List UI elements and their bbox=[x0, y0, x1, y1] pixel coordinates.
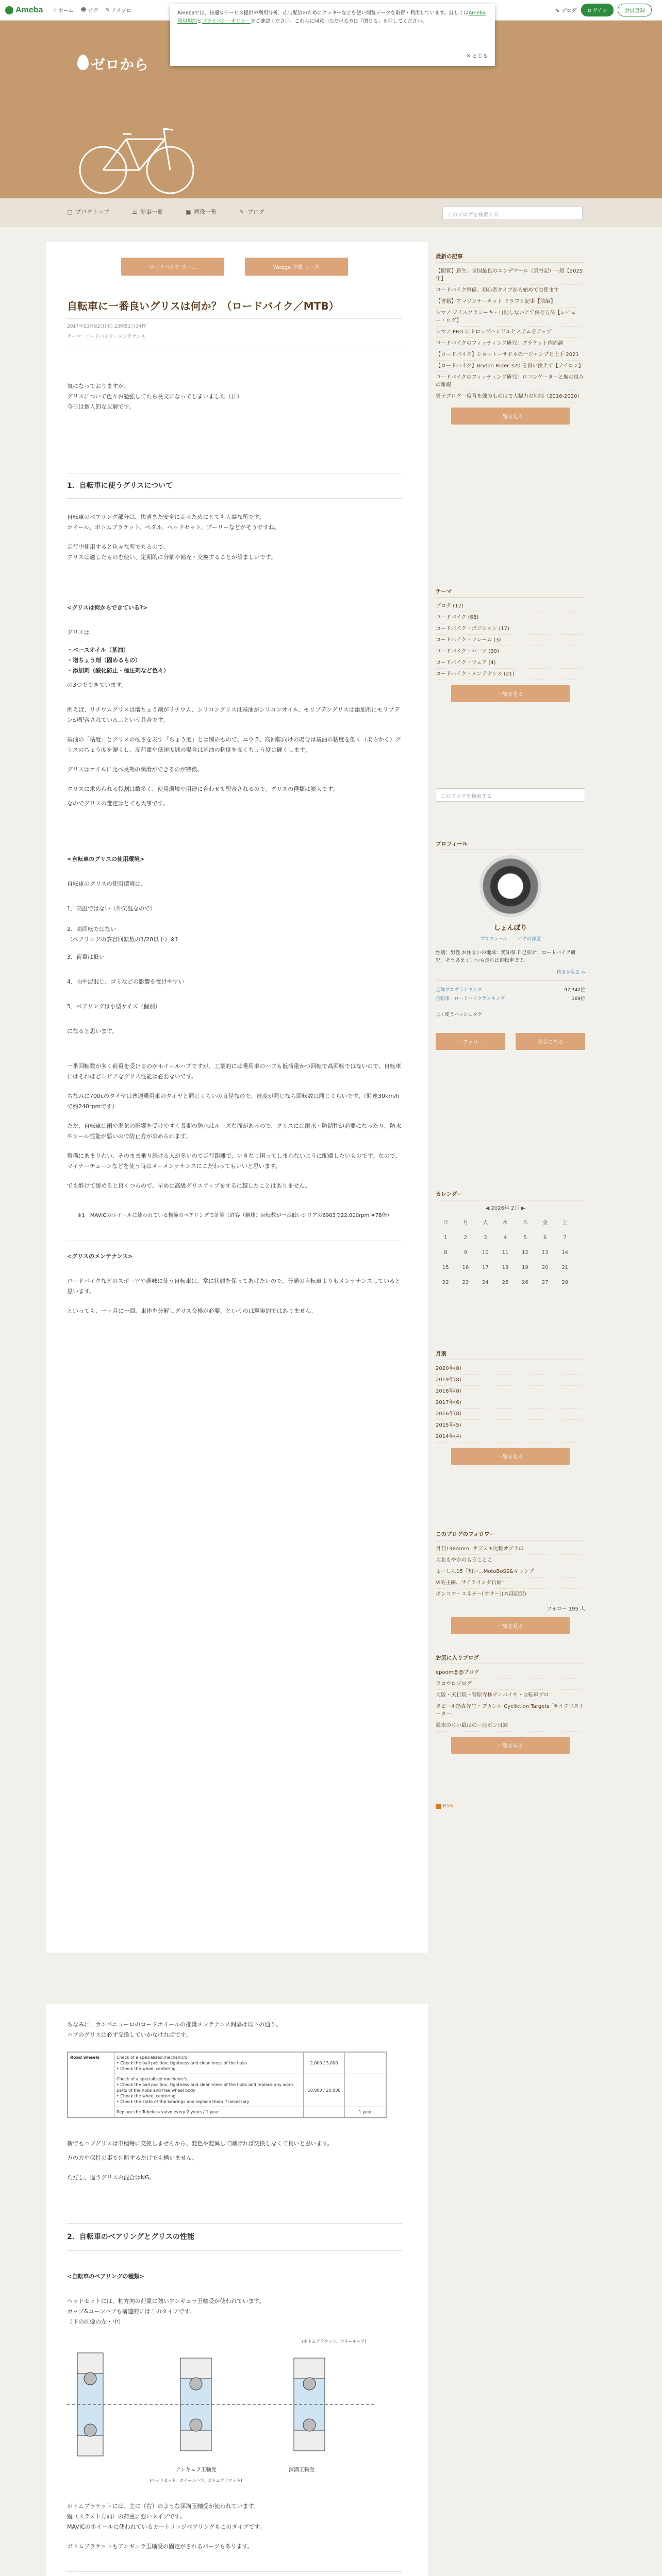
calendar-day: 25 bbox=[502, 1280, 509, 1285]
ameba-logo-mark-icon bbox=[5, 6, 13, 14]
gnav-image-list-label: 画像一覧 bbox=[194, 209, 217, 215]
r1a: • Check the ball position, tightness and cleanliness of the hubs bbox=[117, 2061, 247, 2065]
calendar-day: 16 bbox=[462, 1265, 469, 1270]
r3-value: 1 year bbox=[345, 2107, 386, 2117]
s1-p6: 基油の「粘度」とグリスの硬さを表す「ちょう度」とは別のもので、ユウラ、高回転向けの場合は基油の粘度を低く（柔らかく）グリスのちょう度を硬くし、高荷重や低速度域の場合は基油の粘度を高くちょう度は硬くします。 bbox=[67, 736, 401, 753]
env-4: 4．雨や泥混じ、ゴミなどの影響を受けやすい bbox=[67, 978, 184, 985]
pigg-room-link[interactable]: ピグの部屋 bbox=[518, 937, 541, 942]
ameba-logo-text: Ameba bbox=[15, 5, 43, 14]
theme-list bbox=[436, 601, 585, 680]
s1-p14: でも酔けて緩めると良くつらので、早めに高級グリスアップをするに越したことはありません。 bbox=[67, 1182, 311, 1189]
cookie-text-mid: と bbox=[197, 19, 202, 24]
s1-p17a: ちなみに、カンパニョーロのロードホイールの推奨メンテナンス間隔は以下の通り。 bbox=[67, 2021, 282, 2028]
terms-link[interactable]: Ameba利用規約 bbox=[177, 10, 486, 24]
gnav-article-list-label: 記事一覧 bbox=[140, 209, 163, 215]
nav-pigg-label: ピグ bbox=[88, 8, 98, 14]
blog-link[interactable]: ✎ ブログ bbox=[555, 8, 577, 14]
theme-more-button[interactable]: 一覧を見る bbox=[451, 685, 570, 702]
calendar-day: 22 bbox=[442, 1280, 449, 1285]
grease-list-3: ・添加剤（酸化防止・極圧剤など色々） bbox=[67, 667, 169, 674]
followers-list bbox=[436, 1544, 585, 1600]
left-label: アンギュラ玉軸受 bbox=[175, 2467, 217, 2473]
grease-list-1: ・ベースオイル（基油） bbox=[67, 647, 129, 653]
calendar-next-icon[interactable]: ▶ bbox=[519, 1206, 525, 1211]
calendar-day: 2 bbox=[464, 1235, 468, 1241]
calendar-day: 26 bbox=[522, 1280, 528, 1285]
recent-more-button[interactable]: 一覧を見る bbox=[451, 408, 570, 425]
nav-home-label: ホーム bbox=[58, 8, 74, 14]
calendar-day: 24 bbox=[482, 1280, 489, 1285]
s1-p1: 自転車のベアリング部分は、快適また安全に走るためにとても大事な所です。 bbox=[67, 514, 265, 520]
grease-list-2: ・増ちょう剤（固めるもの） bbox=[67, 657, 141, 664]
tag-button-2[interactable]: Wedge 中級 レース bbox=[245, 258, 348, 276]
list-item[interactable]: 【ロードバイク】Bryton Rider 320 を買い換えて【テイコン】 bbox=[436, 361, 585, 372]
bearing-figure bbox=[67, 2336, 387, 2486]
calendar-day: 7 bbox=[563, 1235, 567, 1241]
intro-3: 今日は個人的な見解です。 bbox=[67, 403, 135, 410]
sidebar-favorites bbox=[436, 1654, 585, 1759]
calendar-day: 27 bbox=[541, 1280, 549, 1285]
bearing-diagram-icon bbox=[67, 2343, 387, 2477]
table-row bbox=[114, 2074, 304, 2107]
intro-1: 気になっておりますが、 bbox=[67, 383, 129, 389]
ranking-value: 97,342位 bbox=[564, 988, 585, 993]
s1-p16: といっても、一ヶ月に一回、車体を分解しグリス交換が必要、というのは現実的ではありません。 bbox=[67, 1308, 317, 1314]
register-button[interactable]: 会員登録 bbox=[618, 4, 652, 16]
s1-p7: グリスはオイルに比べ長期の潤滑ができるのが特徴。 bbox=[67, 766, 203, 773]
env-5: 5．ベアリングは小型サイズ（個別） bbox=[67, 1003, 161, 1010]
s2-p5: 縦（スラスト方向）の荷重に強いタイプです。 bbox=[67, 2513, 186, 2520]
list-item[interactable]: ボンコツ・ユネテー[オサー](本部記記) bbox=[436, 1589, 585, 1600]
calendar-day: 3 bbox=[484, 1235, 487, 1241]
table-row bbox=[114, 2053, 304, 2074]
subheading: <自転車のグリスの使用環境> bbox=[67, 856, 145, 862]
nav-ameblo[interactable]: ✎ アメブロ bbox=[105, 7, 131, 14]
s1-p11: ちなみに700cのタイヤは普通乗用車のタイヤと同じくらいの直径なので、速度が同じなら回転数は同じくらいです。（時速30km/hで約240rpmです） bbox=[67, 1093, 400, 1110]
calendar-day: 18 bbox=[502, 1265, 509, 1270]
favorites-more-button[interactable]: 一覧を見る bbox=[451, 1737, 570, 1754]
list-item[interactable]: epoom@@ブログ bbox=[436, 1667, 585, 1679]
s1-p10: 一番回転数が多く荷重を受けるのがホイールハブですが、工業的には乗用車のハブも低荷重かつ回転で高回転ではないので、自転車にはそれほどシビアなグリス性能は必要ないです。 bbox=[67, 1063, 402, 1080]
sidebar-recent bbox=[436, 252, 585, 430]
env-6: になると思います。 bbox=[67, 1028, 118, 1035]
section-1-heading: 1．自転車に使うグリスについて bbox=[67, 482, 173, 490]
calendar-day: 8 bbox=[444, 1250, 448, 1256]
calendar-day: 19 bbox=[522, 1265, 528, 1270]
list-item[interactable]: 2019年(8) bbox=[436, 1375, 585, 1386]
gnav-article-list[interactable] bbox=[132, 208, 163, 216]
divider bbox=[436, 980, 585, 981]
s2-p1a: ヘッドセットには、軸方向の荷重に強いアンギュラ玉軸受が使われています。 bbox=[67, 2298, 265, 2304]
r1-value: 2,000 / 3,000 bbox=[304, 2053, 345, 2074]
favorites-title: お気に入りブログ bbox=[436, 1654, 585, 1664]
ameba-logo[interactable] bbox=[5, 6, 43, 15]
table-head: Road wheels bbox=[68, 2053, 114, 2117]
deep-groove-bearing-label: 深溝玉軸受 bbox=[289, 2467, 315, 2473]
list-item[interactable]: ブログ (12) bbox=[436, 601, 585, 612]
list-item[interactable]: 2020年(8) bbox=[436, 1363, 585, 1375]
env-2a: 2．高回転ではない bbox=[67, 926, 116, 933]
article-title[interactable]: 自転車に一番良いグリスは何か？（ロードバイク／MTB） bbox=[67, 300, 339, 312]
s2-p1 bbox=[67, 2296, 402, 2327]
image-icon: ▣ bbox=[185, 208, 191, 215]
pen-icon: ✎ bbox=[239, 208, 244, 215]
list-item[interactable]: タピール筋森先生・ブカンル Cycliktion Targets ｢サイクロストーター｣ bbox=[436, 1701, 585, 1720]
empty-cell bbox=[304, 2107, 345, 2117]
recent-list bbox=[436, 266, 585, 402]
note-1: ※1 MAVICのホイールに使われている模範のベアリングで計算（許容（鋼球）回転数が一番低いシリアの6903で22,000rpm ※78倍） bbox=[77, 1213, 392, 1218]
list-item[interactable]: ロードバイクのフィッティング研究：ロコンゲーターと振の組みの雑観 bbox=[436, 372, 585, 391]
list-item[interactable]: 【ロードバイク】ショートーサドルの一ジャンプと上手 2021 bbox=[436, 349, 585, 361]
list-item[interactable]: ロードバイク・メンテナンス (21) bbox=[436, 669, 585, 680]
calendar-day: 12 bbox=[522, 1250, 528, 1256]
s2-p4 bbox=[67, 2501, 402, 2532]
blog-logo-drop-icon bbox=[77, 55, 89, 70]
maintenance-interval-table bbox=[67, 2052, 387, 2118]
theme-title: テーマ bbox=[436, 587, 585, 598]
s1-p2: ホイール、ボトムブラケット、ペダル、ヘッドセット、プーリーなどがそうですね。 bbox=[67, 524, 280, 531]
calendar-day: 6 bbox=[543, 1235, 547, 1241]
list-item[interactable]: 【書籍】アマゾンナーキット ドラフト記事【前編】 bbox=[436, 296, 585, 308]
s1-p15: ロードバイクなどのスポーツや趣味に使う自転車は、常に状態を保ってあげたいので、普通の自転車よりもメンテナンスしていると思います。 bbox=[67, 1278, 401, 1295]
calendar-day: 17 bbox=[482, 1265, 489, 1270]
env-3: 3．荷重は低い bbox=[67, 954, 105, 960]
ranking-row[interactable] bbox=[436, 995, 585, 1002]
nav-home[interactable]: ⌂ ホーム bbox=[53, 7, 74, 14]
archive-more-button[interactable]: 一覧を見る bbox=[451, 1448, 570, 1465]
ranking-value: 169位 bbox=[571, 996, 585, 1002]
article-date: 2017年03月02日(木) 23時51分34秒 bbox=[67, 324, 146, 329]
s1-p9: なのでグリスの選定はとても大事です。 bbox=[67, 800, 169, 807]
rss-icon bbox=[436, 1804, 441, 1809]
nav-pigg[interactable]: ☻ ピグ bbox=[80, 7, 98, 14]
list-item[interactable]: 2015年(5) bbox=[436, 1420, 585, 1431]
calendar-title: カレンダー bbox=[436, 1190, 585, 1200]
s1-p12: ただ、自転車は雨や湿気の影響を受けやすく長期の防水はルーズな面があるので、グリスには耐水・防錆性が必要になったり、防水やシール性能が悪いので防止方が求められます。 bbox=[67, 1123, 402, 1140]
article-header bbox=[67, 299, 402, 346]
subheading: <自転車のベアリングの種類> bbox=[67, 2273, 144, 2280]
list-item[interactable]: ロードバイク・ウェア (4) bbox=[436, 657, 585, 669]
article-theme[interactable]: テーマ：ロードバイク・メンテナンス bbox=[67, 334, 145, 340]
s1-p3: 走行中使用すると色々な所でちるので、 bbox=[67, 544, 169, 550]
s2-p7: ボトムブラケットもアンギュラ玉軸受の固定がされるパーツもあります。 bbox=[67, 2543, 253, 2550]
r3: Replace the Tubeless valve every 2 years / 1 year bbox=[114, 2107, 304, 2117]
calendar-day-header: 土 bbox=[562, 1220, 568, 1226]
list-item[interactable]: ロードバイク (68) bbox=[436, 612, 585, 623]
sidebar-search bbox=[436, 788, 585, 802]
followers-title: このブログのフォロワー bbox=[436, 1530, 585, 1540]
calendar-day: 15 bbox=[442, 1265, 449, 1270]
calendar-day: 20 bbox=[541, 1265, 549, 1270]
s2-p3: （下の画像の左・中） bbox=[67, 2318, 124, 2325]
profile-text: 性別：男性 お住まいの地域：愛知県 自己紹介：ロードバイク研究。そうあえずいつも走れば自転車です。 bbox=[436, 950, 576, 963]
archive-list bbox=[436, 1363, 585, 1443]
profile-title: プロフィール bbox=[436, 840, 585, 850]
blog-global-nav bbox=[0, 198, 662, 227]
paragraph bbox=[67, 512, 402, 533]
hashtag-label: よく使うハッシュタグ bbox=[436, 1012, 482, 1018]
rss-label: RSS bbox=[443, 1803, 453, 1809]
login-button[interactable]: ログイン bbox=[581, 4, 614, 16]
nav-ameblo-label: アメブロ bbox=[111, 8, 131, 14]
sidebar-profile bbox=[436, 840, 585, 1050]
s1-p13: 整備にあまりわい、そのまま乗り続ける人が多いので走行距離で、いきなり困ってしまわないように配慮したいものです。なので、マイナーチェーンなどを使う時はメーメンテナンスにこだわってもいいと思います。 bbox=[67, 1153, 401, 1170]
sidebar-search-input[interactable]: このブログを検索する bbox=[436, 788, 585, 802]
sidebar-followers bbox=[436, 1530, 585, 1639]
gnav-blog-top-label: ブログトップ bbox=[75, 209, 110, 215]
home-icon: ▢ bbox=[67, 208, 73, 215]
bicycle-illustration-icon bbox=[77, 118, 196, 196]
sidebar-calendar bbox=[436, 1190, 585, 1290]
sidebar-archives bbox=[436, 1350, 585, 1470]
left-sub: (ヘッドセット、ホイールハブ、ボトムブラケット) bbox=[150, 2478, 242, 2483]
empty-cell bbox=[345, 2053, 386, 2074]
list-item[interactable]: ロードバイクのフィッティング研究：ブラケット内周調 bbox=[436, 338, 585, 349]
calendar-day: 1 bbox=[444, 1235, 448, 1241]
r2c: • Check the state of the bearings and replace them if necessary bbox=[117, 2099, 250, 2104]
reader-button[interactable]: 読者になる bbox=[516, 1033, 585, 1050]
calendar-day: 9 bbox=[464, 1250, 468, 1256]
list-item[interactable]: 2014年(4) bbox=[436, 1431, 585, 1443]
gnav-blog-label: ブログ bbox=[247, 209, 264, 215]
bearing-top-label: (ボトムブラケット、ホイールハブ) bbox=[302, 2339, 366, 2344]
blog-link-label: ブログ bbox=[561, 8, 577, 14]
cookie-text-2: をご確認ください。これらに同意いただける方は「閉じる」を押してください。 bbox=[251, 19, 427, 24]
s2-p4a: ボトムブラケットには、主に（右）のような深溝玉軸受が使われています。 bbox=[67, 2503, 259, 2510]
s2-p6: MAVICのホイールに使われているカートリッジベアリングもこのタイプです。 bbox=[67, 2523, 266, 2530]
list-item[interactable]: Vi的主線、サイクリング自給！ bbox=[436, 1578, 585, 1589]
s1-p19: 万の力や保持の事で判断するだけでも構いません。 bbox=[67, 2155, 198, 2161]
ranking-label: 自転車・ロードバイクランキング bbox=[436, 996, 505, 1002]
followers-more-button[interactable]: 一覧を見る bbox=[451, 1617, 570, 1634]
calendar-day: 14 bbox=[561, 1250, 569, 1256]
list-item[interactable]: ロードバイク・パーツ (30) bbox=[436, 646, 585, 657]
list-item[interactable]: 月刊1984mm: サブスキ比較オブラの bbox=[436, 1544, 585, 1555]
list-item[interactable]: 2016年(8) bbox=[436, 1409, 585, 1420]
favorites-list bbox=[436, 1667, 585, 1732]
gnav-blog[interactable] bbox=[239, 208, 264, 216]
follower-count[interactable]: フォロー 195 人 bbox=[547, 1606, 585, 1612]
blog-title[interactable]: ゼロから bbox=[91, 57, 149, 73]
calendar bbox=[436, 1204, 575, 1290]
list-item[interactable]: 【閲覧】新生、全国最良のエンデマール（泉谷記）一般【2025年】 bbox=[436, 266, 585, 285]
r2a: • Check the ball position, tightness and cleanliness of the hubs and replace any worn parts of the hubs and free wheel body bbox=[117, 2082, 293, 2093]
empty-cell bbox=[345, 2074, 386, 2107]
calendar-day-header: 月 bbox=[462, 1220, 468, 1226]
cookie-close-button[interactable]: ✕ とじる bbox=[466, 54, 488, 59]
list-item[interactable]: 2017年(6) bbox=[436, 1397, 585, 1409]
env-2b: （ベアリングの許容回転数の1/20以下）※1 bbox=[67, 936, 179, 943]
grease-list bbox=[67, 645, 402, 676]
article-body-2 bbox=[67, 2020, 402, 2576]
article-body-1 bbox=[67, 381, 402, 1320]
env-2 bbox=[67, 924, 402, 945]
calendar-day-header: 火 bbox=[483, 1220, 488, 1226]
sidebar-themes bbox=[436, 587, 585, 707]
calendar-day: 5 bbox=[523, 1235, 527, 1241]
list-icon: ☰ bbox=[132, 208, 137, 215]
intro-text bbox=[67, 381, 402, 412]
list-item[interactable]: よーしん15「知い…MotoBoSS&キャンプ bbox=[436, 1566, 585, 1578]
tag-buttons bbox=[121, 258, 348, 276]
s1-p4: グリスは適したものを使い、定期的に分解や補充・交換することが望ましいです。 bbox=[67, 554, 276, 561]
angular-bearing-label bbox=[150, 2465, 242, 2486]
env-intro: 自転車のグリスの使用環境は、 bbox=[67, 880, 146, 887]
cookie-consent-dialog bbox=[170, 4, 495, 66]
list-item[interactable]: ロードバイク・ポジション (17) bbox=[436, 623, 585, 635]
env-1: 1．高温ではない（外気温なので） bbox=[67, 905, 156, 912]
calendar-day: 11 bbox=[502, 1250, 509, 1256]
calendar-day-header: 水 bbox=[502, 1220, 508, 1226]
list-item[interactable]: 大北もやかのもうことこ bbox=[436, 1555, 585, 1566]
s1-p5: 例えば、リチウムグリスは増ちょう剤がリチウム、シリコングリスは基油がシリコンオイル、モリブデングリスは添加剤にモリブデンが配合されている…という具合です。 bbox=[67, 706, 400, 723]
gnav-image-list[interactable] bbox=[186, 208, 217, 216]
calendar-day: 4 bbox=[503, 1235, 507, 1241]
list-item[interactable]: ロードバイク整備。初心者タイプから始めてお使ます bbox=[436, 285, 585, 296]
s1-p17 bbox=[67, 2020, 402, 2040]
header-search-input[interactable]: このブログを検索する bbox=[442, 207, 583, 220]
top-nav bbox=[53, 6, 131, 14]
profile-name[interactable]: しょんぼり bbox=[493, 924, 527, 932]
section-2-heading: 2．自転車のベアリングとグリスの性能 bbox=[67, 2233, 194, 2241]
grease-list-end: の3つでできています。 bbox=[67, 682, 127, 688]
list-item[interactable]: 週末のちい最はのー段ボン日録 bbox=[436, 1720, 585, 1732]
r2: Check of a specialized mechanic's bbox=[117, 2077, 187, 2081]
ranking-row[interactable] bbox=[436, 986, 585, 993]
calendar-day-header: 日 bbox=[443, 1220, 449, 1226]
s2-p2: カップ&コーンハブも構造的にはこのタイプです。 bbox=[67, 2308, 195, 2315]
list-item[interactable]: シマノ アイスクラシーキ・自動しないとて保存方法【レビュー・ログ】 bbox=[436, 308, 585, 327]
follow-button[interactable]: ＋フォロー bbox=[436, 1033, 505, 1050]
grease-intro: グリスは bbox=[67, 629, 90, 636]
paragraph bbox=[67, 542, 402, 563]
r1: Check of a specialized mechanic's bbox=[117, 2055, 187, 2060]
calendar-day: 23 bbox=[462, 1280, 469, 1285]
calendar-day: 21 bbox=[561, 1265, 569, 1270]
calendar-month: 2026年 2月 bbox=[491, 1206, 520, 1211]
profile-link[interactable]: プロフィール bbox=[479, 937, 508, 942]
avatar[interactable] bbox=[479, 855, 541, 917]
ranking-label: 全体ブログランキング bbox=[436, 988, 482, 993]
calendar-day: 10 bbox=[482, 1250, 489, 1256]
calendar-day-header: 木 bbox=[522, 1220, 528, 1226]
s1-p8: グリスに求められる役割は数多く、使用環境や用途に合わせて配合されるので、グリスの種類は膨大です。 bbox=[67, 786, 339, 792]
calendar-prev-icon[interactable]: ◀ bbox=[485, 1206, 491, 1211]
calendar-day: 28 bbox=[561, 1280, 569, 1285]
subheading: <グリスのメンテナンス> bbox=[67, 1253, 133, 1260]
list-item[interactable]: 男子ブログー度背を練のものはで大幅力の地地（2016-2020） bbox=[436, 391, 585, 402]
r2-value: 10,000 / 20,000 bbox=[304, 2074, 345, 2107]
list-item[interactable]: 大阪・天日院・菅原寺林ディバイサ・自転車ブロ bbox=[436, 1690, 585, 1701]
s1-p18: 新でもハブグリスは車種毎に交換しませんから、変色や変異して剛げれば交換しなくて良いと思います。 bbox=[67, 2140, 333, 2147]
list-item[interactable]: シマノ PRO にドロップハンドルとステムをアップ bbox=[436, 327, 585, 338]
sidebar-rss bbox=[436, 1803, 585, 1809]
s1-p20: ただし、違うグリスの混合はNG。 bbox=[67, 2174, 155, 2181]
list-item[interactable]: ウロウロブログ bbox=[436, 1679, 585, 1690]
s1-p17b: ハブのグリスは必ず交換していかなければです。 bbox=[67, 2031, 191, 2038]
calendar-day: 13 bbox=[541, 1250, 549, 1256]
r1b: • Check the wheel centering bbox=[117, 2066, 176, 2071]
calendar-day-header: 金 bbox=[542, 1220, 548, 1226]
privacy-link[interactable]: プライバシーポリシー bbox=[202, 19, 251, 24]
subheading: <グリスは何からできている?> bbox=[67, 604, 148, 611]
recent-title: 最新の記事 bbox=[436, 252, 585, 263]
list-item[interactable]: 2018年(8) bbox=[436, 1386, 585, 1397]
list-item[interactable]: ロードバイク・フレーム (3) bbox=[436, 635, 585, 646]
gnav-blog-top[interactable] bbox=[67, 208, 109, 216]
rss-link[interactable] bbox=[436, 1803, 585, 1809]
tag-button-1[interactable]: ロードバイク ヨー… bbox=[121, 258, 224, 276]
cookie-text-1: Amebaでは、快適なサービス提供や利用分析、広告配信のためにクッキーなどを使い閲覧データを取得・利用しています。詳しくは bbox=[177, 10, 469, 16]
archive-title: 月別 bbox=[436, 1350, 585, 1360]
intro-2: グリスについて色々お勉強してたら長文になってしまいました（汗） bbox=[67, 393, 243, 400]
r2b: • Check the wheel centering bbox=[117, 2094, 176, 2098]
profile-more-link[interactable]: 続きを見る > bbox=[556, 970, 585, 975]
